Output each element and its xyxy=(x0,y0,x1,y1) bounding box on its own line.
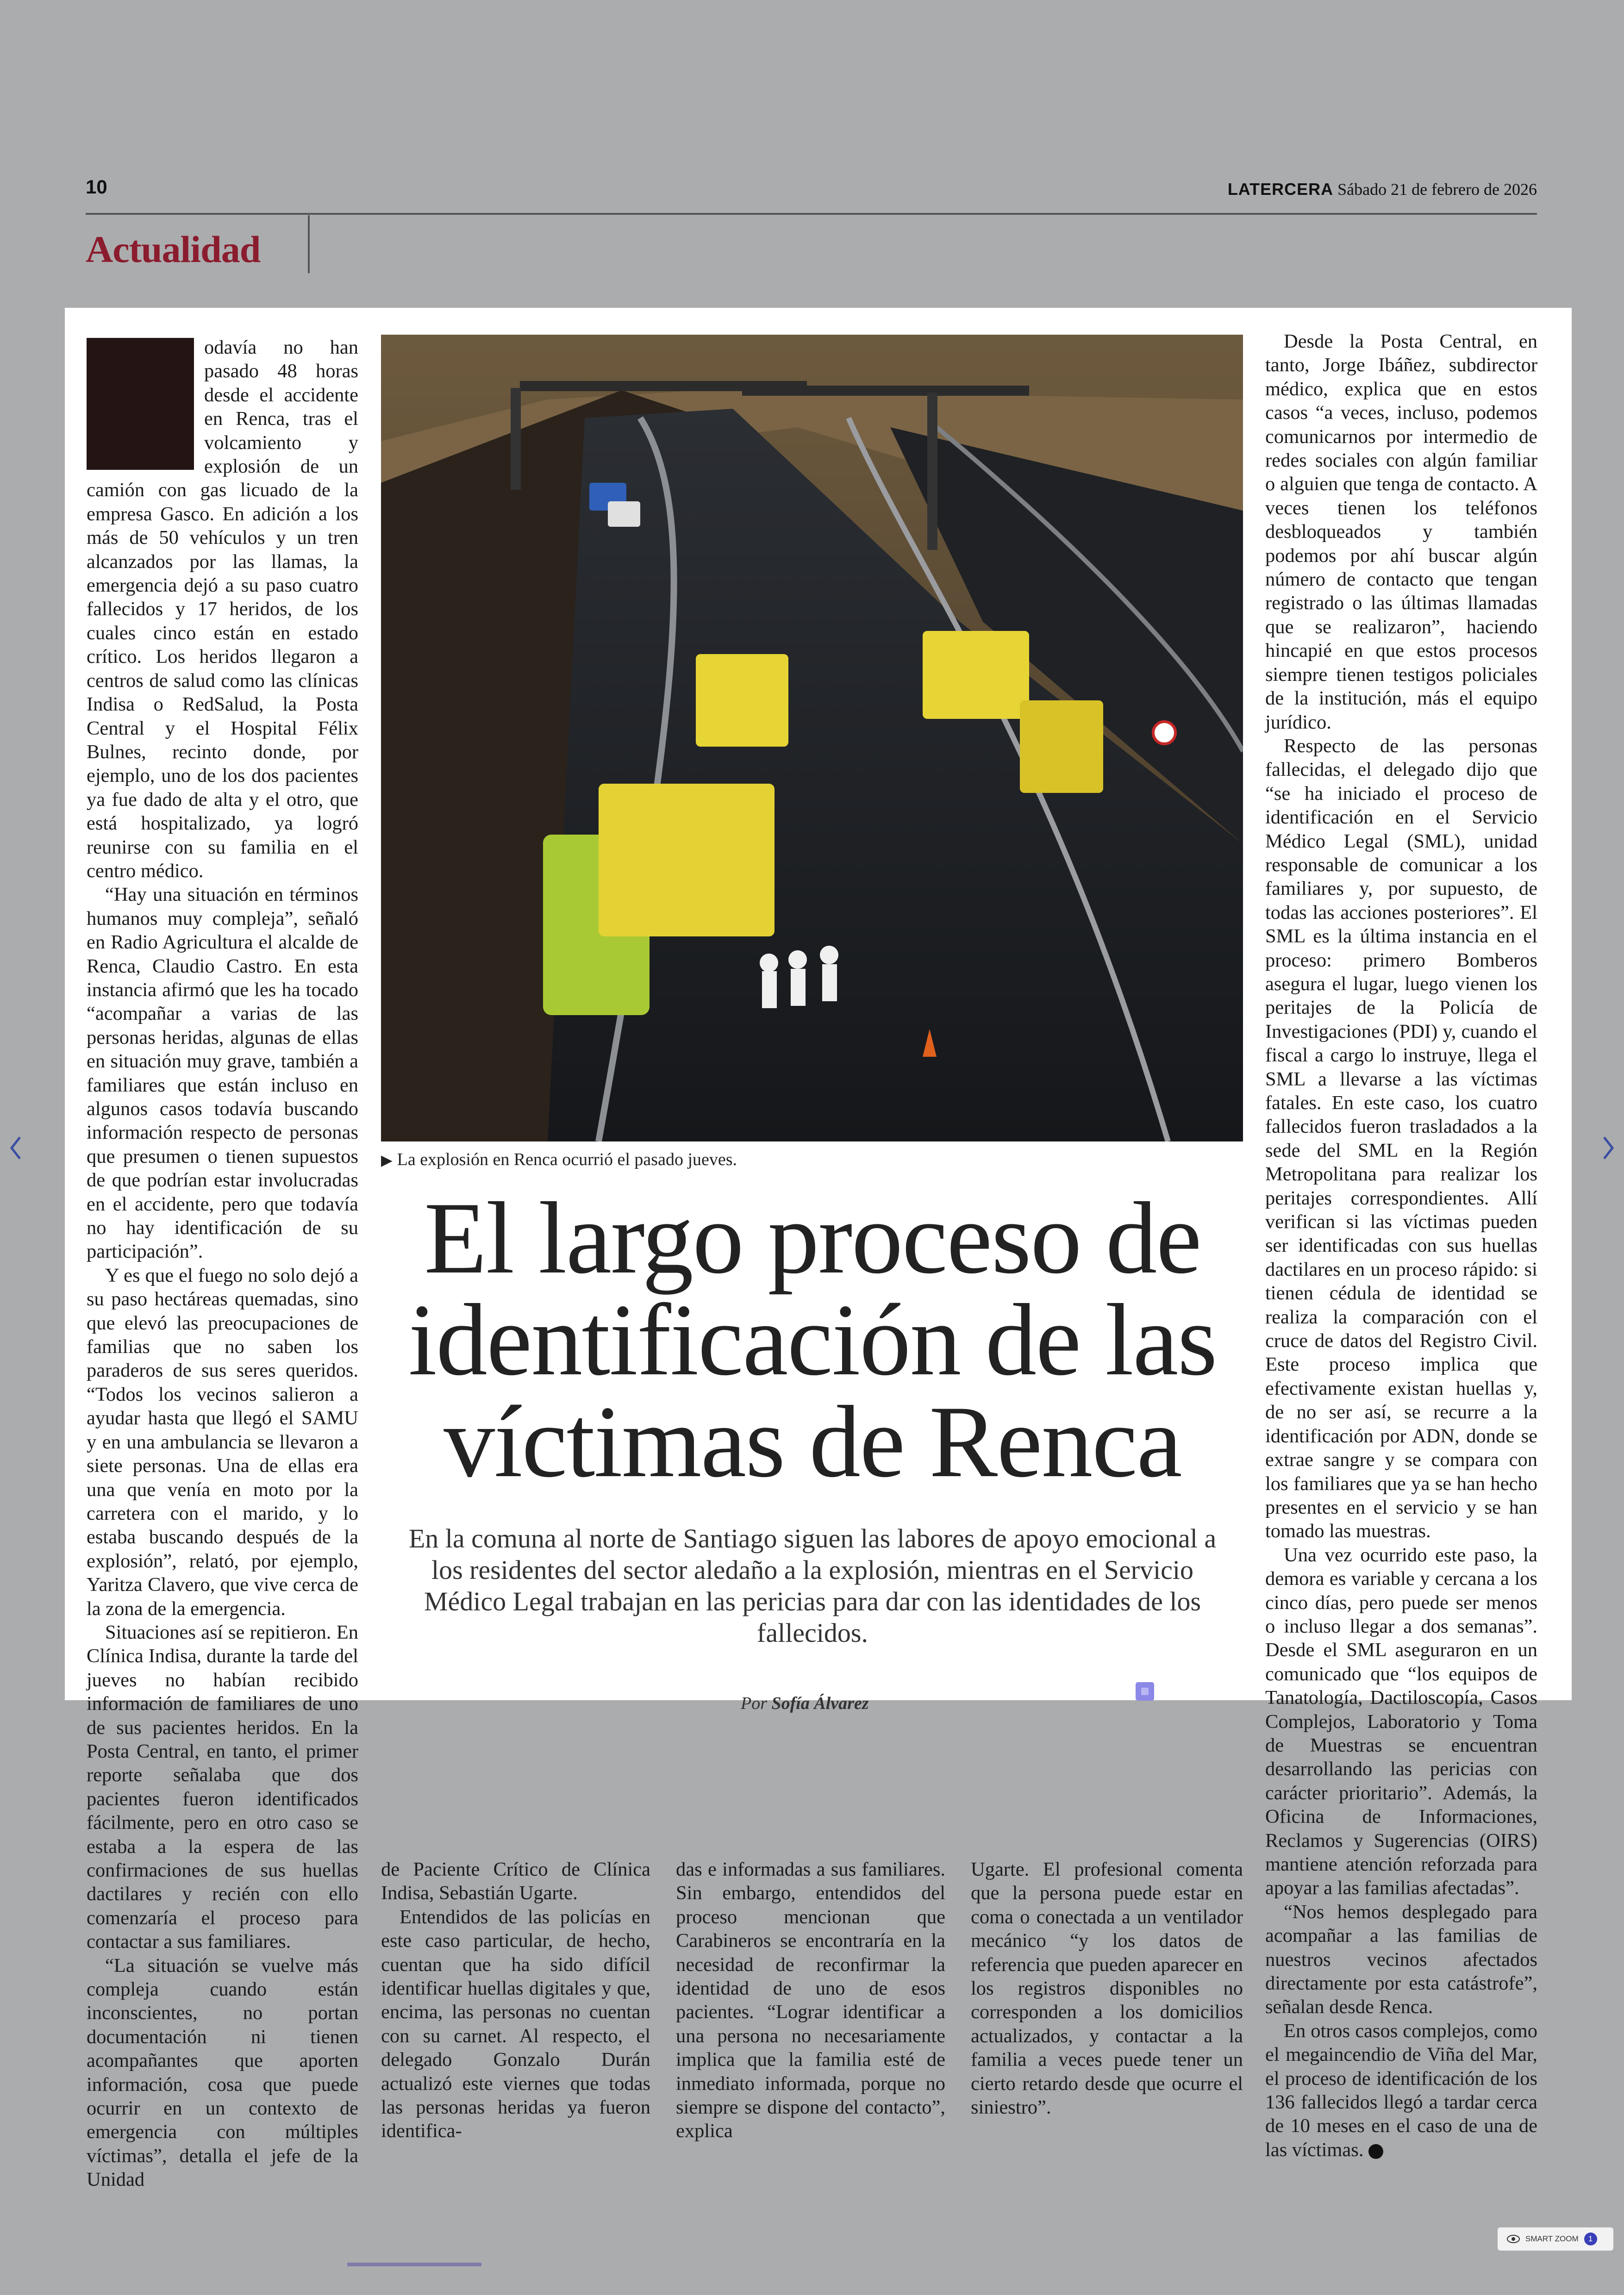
page-scrollbar-track[interactable] xyxy=(0,2263,1624,2266)
section-divider xyxy=(308,215,310,273)
section-title: Actualidad xyxy=(86,228,261,270)
page-scrollbar-thumb[interactable] xyxy=(347,2263,481,2266)
page-header xyxy=(86,162,1537,282)
next-page-button[interactable] xyxy=(1599,1132,1617,1164)
annotation-badge[interactable] xyxy=(1136,1682,1154,1701)
paragraph: odavía no han pasado 48 horas desde el accidente en Renca, tras el volcamiento y explosión de un camión con gas licuado de la empresa Gasco. En adición a los más de 50 vehículos y un tren alcanzados por las llamas, la emergencia dejó a su paso cuatro fallecidos y 17 heridos, de los cuales cinco están en estado crítico. Los heridos llegaron a centros de salud como las clínicas Indisa o RedSalud, la Posta Central y el Hospital Félix Bulnes, recinto donde, por ejemplo, uno de los dos pacientes ya fue dado de alta y el otro, que está hospitalizado, ya logró reunirse con su familia en el centro médico. xyxy=(87,337,358,882)
masthead xyxy=(1228,180,1537,199)
paragraph: de Paciente Crítico de Clínica Indisa, Sebastián Ugarte. xyxy=(381,1858,650,1904)
photo-caption xyxy=(381,1149,737,1170)
article-headline: El largo proceso de identificación de las víctimas de Renca xyxy=(408,1181,1217,1499)
chevron-left-icon xyxy=(7,1132,25,1164)
paragraph: Respecto de las personas fallecidas, el delegado dijo que “se ha iniciado el proceso de identificación en el Servicio Médico Legal (SML), unidad responsable de comunicar a los familiares y, por supuesto, de todas las acciones posteriores”. El SML es la última instancia en el proceso: primero Bomberos asegura el lugar, luego vienen los peritajes de la Policía de Investigaciones (PDI) y, cuando el fiscal a cargo lo instruye, llega el SML a llevarse a las víctimas fatales. En este caso, los cuatro fallecidos fueron trasladados a la sede del SML en la Región Metropolitana para realizar los peritajes correspondientes. Allí verifican si las víctimas pueden ser identificadas con sus huellas dactilares en un proceso rápido: si tienen cédula de identidad se realiza la comparación con el cruce de datos del Registro Civil. Este proceso implica que efectivamente existan huellas y, de no ser así, se recurre a la identificación por ADN, donde se extrae sangre y se compara con los familiares que ya se han hecho presentes en el servicio y se han tomado las muestras. xyxy=(1265,735,1537,1542)
article-column-3 xyxy=(676,1858,945,2143)
caption-text: La explosión en Renca ocurrió el pasado jueves. xyxy=(397,1150,737,1169)
byline-prefix: Por xyxy=(741,1694,767,1713)
paragraph: Una vez ocurrido este paso, la demora es variable y cercana a los cinco días, pero puede ser menos o incluso llegar a dos semanas”. Desde el SML aseguraron en un comunicado que “los equipos de Tanatología, Dactiloscopía, Casos Complejos, Laboratorio y Toma de Muestras se encuentran desarrollando las pericias con carácter prioritario”. Además, la Oficina de Informaciones, Reclamos y Sugerencias (OIRS) mantiene atención reforzada para apoyar a las familias afectadas”. xyxy=(1265,1544,1537,1899)
byline-author: Sofía Álvarez xyxy=(771,1694,869,1713)
caption-arrow-icon: ▶ xyxy=(381,1152,393,1168)
article-column-4 xyxy=(971,1858,1243,2119)
paragraph: “Hay una situación en términos humanos muy compleja”, señaló en Radio Agricultura el alcalde de Renca, Claudio Castro. En esta instancia afirmó que les ha tocado “acompañar a varias de las personas heridas, algunas de ellas en situación muy grave, también a familiares que están incluso en algunos casos todavía buscando información respecto de personas que presumen o tienen supuestos de que podrían estar involucradas en el accidente, pero que todavía no hay identificación de su participación”. xyxy=(87,884,358,1263)
previous-page-button[interactable] xyxy=(7,1132,25,1164)
paragraph: Desde la Posta Central, en tanto, Jorge Ibáñez, subdirector médico, explica que en estos casos “a veces, incluso, podemos comunicarnos por intermedio de redes sociales con algún familiar o alguien que tenga de contacto. A veces tienen los teléfonos desbloqueados y también podemos por ahí buscar algún número de contacto que tengan registrado o las últimas llamadas que se realizaron”, haciendo hincapié en que estos procesos siempre tienen testigos policiales de la institución, más el equipo jurídico. xyxy=(1265,331,1537,733)
article-photo xyxy=(381,335,1243,1141)
paragraph: “Nos hemos desplegado para acompañar a las familias de nuestros vecinos afectados directamente por esta catástrofe”, señalan desde Renca. xyxy=(1265,1901,1537,2018)
paragraph: Entendidos de las policías en este caso particular, de hecho, cuentan que ha sido difícil identificar huellas digitales y que, encima, las personas no cuentan con su carnet. Al respecto, el delegado Gonzalo Durán actualizó este viernes que todas las personas heridas ya fueron identifica- xyxy=(381,1906,650,2142)
zoom-count-badge: 1 xyxy=(1584,2233,1597,2245)
eye-icon xyxy=(1507,2235,1520,2243)
final-paragraph-text: En otros casos complejos, como el megaincendio de Viña del Mar, el proceso de identificación de los 136 fallecidos llegó a tardar cerca de 10 meses en el caso de una de las víctimas. xyxy=(1265,2020,1537,2161)
paragraph: Situaciones así se repitieron. En Clínica Indisa, durante la tarde del jueves no habían recibido información de familiares de uno de sus pacientes heridos. En la Posta Central, en tanto, el primer reporte señalaba que dos pacientes fueron identificados fácilmente, pero en otro caso se estaba a la espera de las confirmaciones de sus huellas dactilares y recién con ello comenzaría el proceso para contactar a sus familiares. xyxy=(87,1621,358,1953)
header-rule xyxy=(86,213,1537,215)
chevron-right-icon xyxy=(1599,1132,1617,1164)
end-mark-icon xyxy=(1368,2144,1383,2159)
paragraph: das e informadas a sus familiares. Sin embargo, entendidos del proceso mencionan que Carabineros se encontraría en la necesidad de reconfirmar la identidad de uno de esos pacientes. “Lograr identificar a una persona no necesariamente implica que la familia esté de inmediato informada, porque no siempre se dispone del contacto”, explica xyxy=(676,1858,945,2142)
article-column-2 xyxy=(381,1858,650,2143)
article-deck: En la comuna al norte de Santiago siguen las labores de apoyo emocional a los residentes del sector aledaño a la explosión, mientras en el Servicio Médico Legal trabajan en las pericias para dar con las identidades de los fallecidos. xyxy=(408,1523,1217,1648)
drop-cap xyxy=(87,338,194,470)
smart-zoom-label: SMART ZOOM xyxy=(1525,2234,1579,2243)
brand-name: LATERCERA xyxy=(1227,180,1334,199)
paragraph: Ugarte. El profesional comenta que la persona puede estar en coma o conectada a un ventilador mecánico “y los datos de referencia que pueden aparecer en los registros disponibles no corresponden a los domicilios actualizados, y contactar a la familia a veces puede tener un cierto retardo desde que ocurre el siniestro”. xyxy=(971,1858,1243,2119)
paragraph xyxy=(1265,2019,1537,2162)
paragraph: “La situación se vuelve más compleja cuando están inconscientes, no portan documentación ni tienen acompañantes que aporten información, cosa que puede ocurrir en un contexto de emergencia con múltiples víctimas”, detalla el jefe de la Unidad xyxy=(87,1954,358,2191)
article-column-5 xyxy=(1265,330,1537,2162)
issue-date: Sábado 21 de febrero de 2026 xyxy=(1337,180,1537,199)
paragraph: Y es que el fuego no solo dejó a su paso hectáreas quemadas, sino que elevó las preocupaciones de familias que no saben los paraderos de sus seres queridos. “Todos los vecinos salieron a ayudar hasta que llegó el SAMU y en una ambulancia se llevaron a siete personas. Una de ellas era una que venía en moto por la carretera con el marido, y lo estaba buscando después de la explosión”, relató, por ejemplo, Yaritza Clavero, que vive cerca de la zona de la emergencia. xyxy=(87,1264,358,1620)
page-number: 10 xyxy=(86,176,107,198)
article-column-1 xyxy=(87,336,358,2191)
byline xyxy=(741,1693,869,1714)
smart-zoom-button[interactable] xyxy=(1498,2227,1613,2251)
